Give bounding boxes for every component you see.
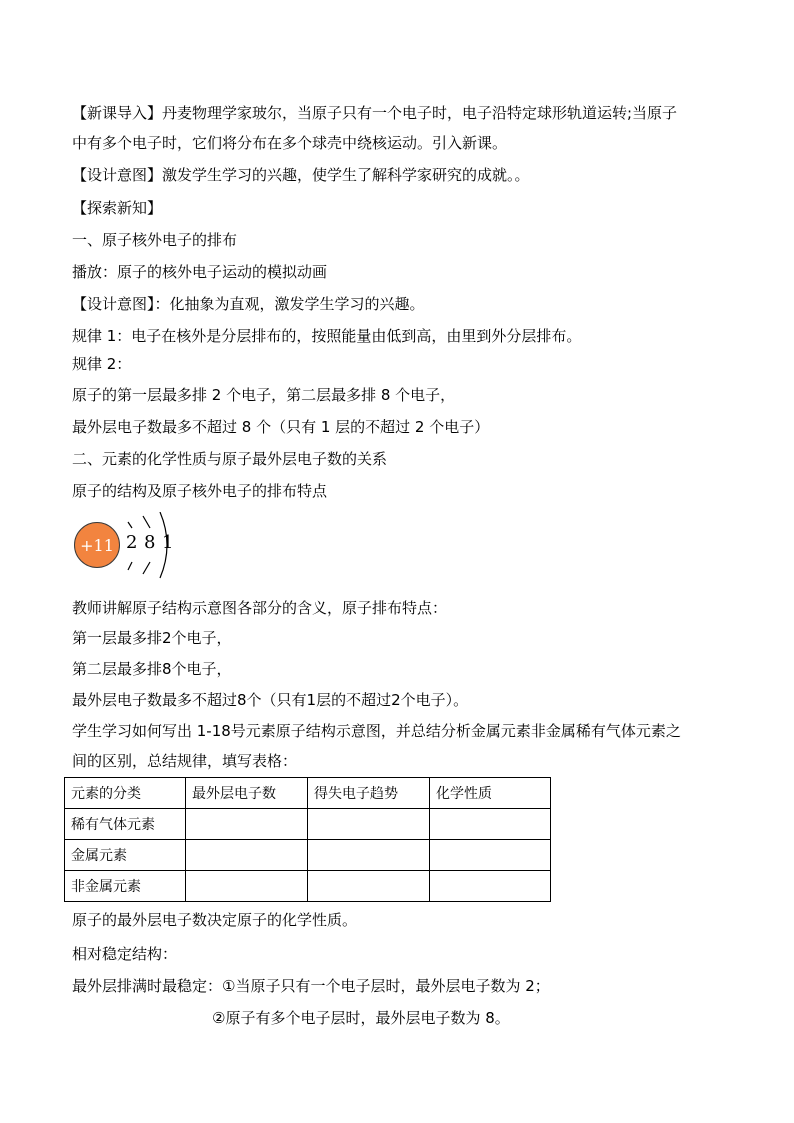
design-intent-2: 【设计意图】：化抽象为直观，激发学生学习的兴趣。 — [72, 295, 425, 313]
table-cell[interactable] — [186, 840, 308, 871]
table-cell: 非金属元素 — [65, 871, 186, 902]
table-cell[interactable] — [308, 840, 430, 871]
design-intent-1: 【设计意图】激发学生学习的兴趣，使学生了解科学家研究的成就。。 — [72, 166, 530, 184]
shell-count-2: 8 — [144, 532, 156, 553]
stable-structure-point-2: ②原子有多个电子层时，最外层电子数为 8。 — [212, 1009, 510, 1027]
shell-arc-2-top — [143, 516, 150, 528]
intro-paragraph-line2: 中有多个电子时，它们将分布在多个球壳中绕核运动。引入新课。 — [72, 134, 508, 152]
shell-arc-2-bottom — [143, 562, 150, 574]
rule-2-label: 规律 2： — [72, 355, 132, 373]
shell-count-1: 2 — [126, 532, 138, 553]
table-row — [65, 809, 551, 840]
table-header-cell: 化学性质 — [430, 778, 551, 809]
layer-2-rule: 第二层最多排8个电子， — [72, 660, 232, 678]
shell-count-3: 1 — [162, 532, 174, 553]
table-header-cell: 最外层电子数 — [186, 778, 308, 809]
table-cell[interactable] — [430, 809, 551, 840]
table-header-row — [65, 778, 551, 809]
shell-arc-1-bottom — [128, 562, 132, 570]
rule-2-first: 原子的第一层最多排 2 个电子，第二层最多排 8 个电子， — [72, 386, 456, 404]
table-cell: 稀有气体元素 — [65, 809, 186, 840]
conclusion-text: 原子的最外层电子数决定原子的化学性质。 — [72, 911, 358, 929]
table-header-cell: 得失电子趋势 — [308, 778, 430, 809]
table-cell[interactable] — [308, 809, 430, 840]
table-cell[interactable] — [186, 809, 308, 840]
structure-title: 原子的结构及原子核外电子的排布特点 — [72, 482, 328, 500]
nucleus: +11 — [74, 522, 120, 568]
atom-structure-diagram — [72, 512, 232, 582]
table-row — [65, 840, 551, 871]
stable-structure-heading: 相对稳定结构： — [72, 945, 178, 963]
table-cell[interactable] — [308, 871, 430, 902]
table-header-cell: 元素的分类 — [65, 778, 186, 809]
layer-1-rule: 第一层最多排2个电子， — [72, 629, 232, 647]
table-cell: 金属元素 — [65, 840, 186, 871]
shell-arc-1-top — [128, 522, 132, 528]
table-cell[interactable] — [430, 840, 551, 871]
intro-paragraph-line1: 【新课导入】丹麦物理学家玻尔，当原子只有一个电子时，电子沿特定球形轨道运转;当原子 — [72, 104, 678, 122]
rule-2-second: 最外层电子数最多不超过 8 个（只有 1 层的不超过 2 个电子） — [72, 418, 490, 436]
stable-structure-point-1: 最外层排满时最稳定：①当原子只有一个电子层时，最外层电子数为 2； — [72, 977, 550, 995]
outer-layer-rule: 最外层电子数最多不超过8个（只有1层的不超过2个电子）。 — [72, 691, 469, 709]
play-animation-text: 播放：原子的核外电子运动的模拟动画 — [72, 263, 328, 281]
student-task-line2: 间的区别，总结规律，填写表格： — [72, 752, 298, 770]
element-classification-table — [64, 777, 551, 902]
explore-heading: 【探索新知】 — [72, 199, 163, 217]
table-cell[interactable] — [430, 871, 551, 902]
rule-1: 规律 1：电子在核外是分层排布的，按照能量由低到高，由里到外分层排布。 — [72, 327, 582, 345]
table-cell[interactable] — [186, 871, 308, 902]
section-heading-1: 一、原子核外电子的排布 — [72, 231, 238, 249]
student-task-line1: 学生学习如何写出 1-18号元素原子结构示意图，并总结分析金属元素非金属稀有气体元素之 — [72, 722, 681, 740]
teacher-explanation: 教师讲解原子结构示意图各部分的含义，原子排布特点： — [72, 599, 448, 617]
section-heading-2: 二、元素的化学性质与原子最外层电子数的关系 — [72, 450, 388, 468]
table-row — [65, 871, 551, 902]
